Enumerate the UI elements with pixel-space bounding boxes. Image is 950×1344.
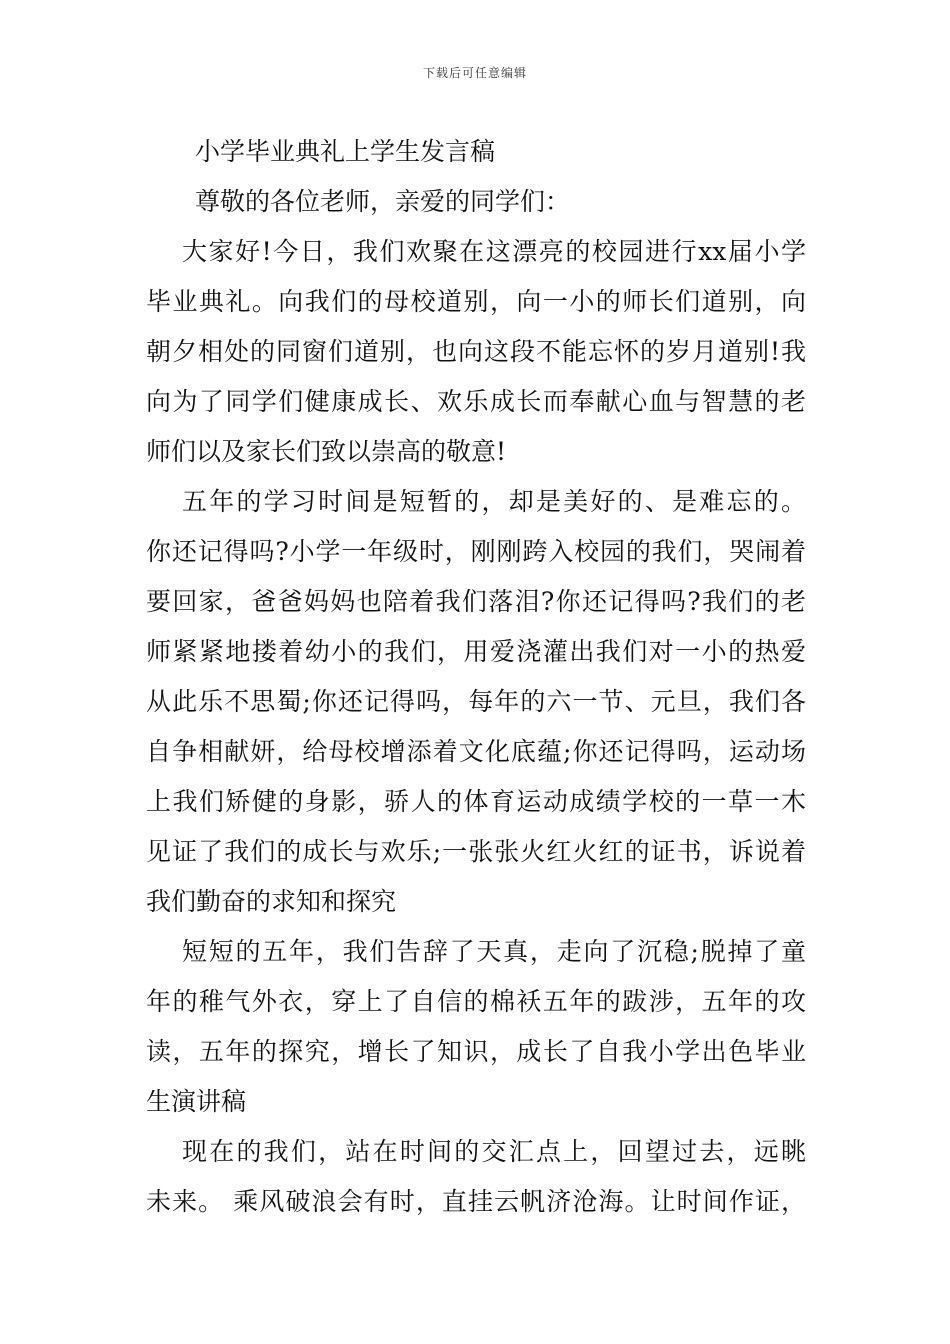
paragraph-line: 未来。 乘风破浪会有时，直挂云帆济沧海。让时间作证， [146, 1187, 806, 1216]
paragraph-line: 师们以及家长们致以崇高的敬意! [146, 437, 507, 466]
paragraph-line: 我们勤奋的求知和探究 [146, 887, 397, 916]
paragraph-line: 师紧紧地搂着幼小的我们，用爱浇灌出我们对一小的热爱 [146, 637, 806, 666]
paragraph-line: 见证了我们的成长与欢乐;一张张火红火红的证书，诉说着 [146, 837, 806, 866]
paragraph-line: 年的稚气外衣，穿上了自信的棉袄五年的跋涉，五年的攻 [146, 987, 806, 1016]
document-body [146, 127, 806, 1227]
paragraph-line: 自争相献妍，给母校增添着文化底蕴;你还记得吗，运动场 [146, 737, 806, 766]
paragraph-line: 你还记得吗?小学一年级时，刚刚跨入校园的我们，哭闹着 [146, 537, 806, 566]
paragraph-line: 大家好!今日，我们欢聚在这漂亮的校园进行xx届小学 [182, 237, 806, 266]
paragraph-line: 从此乐不思蜀;你还记得吗，每年的六一节、元旦，我们各 [146, 687, 806, 716]
paragraph-line: 要回家，爸爸妈妈也陪着我们落泪?你还记得吗?我们的老 [146, 587, 806, 616]
paragraph-3 [146, 927, 806, 1127]
paragraph-line: 现在的我们，站在时间的交汇点上，回望过去，远眺 [182, 1137, 806, 1166]
paragraph-line: 向为了同学们健康成长、欢乐成长而奉献心血与智慧的老 [146, 387, 806, 416]
salutation: 尊敬的各位老师，亲爱的同学们： [195, 187, 571, 216]
paragraph-1 [146, 227, 806, 477]
paragraph-line: 毕业典礼。向我们的母校道别，向一小的师长们道别，向 [146, 287, 806, 316]
document-title: 小学毕业典礼上学生发言稿 [195, 137, 496, 166]
header-note: 下载后可任意编辑 [422, 66, 527, 80]
paragraph-line: 读，五年的探究，增长了知识，成长了自我小学出色毕业 [146, 1037, 806, 1066]
paragraph-line: 短短的五年，我们告辞了天真，走向了沉稳;脱掉了童 [182, 937, 806, 966]
paragraph-line: 上我们矫健的身影，骄人的体育运动成绩学校的一草一木 [146, 787, 806, 816]
paragraph-line: 朝夕相处的同窗们道别，也向这段不能忘怀的岁月道别!我 [146, 337, 806, 366]
paragraph-2 [146, 477, 806, 927]
paragraph-4 [146, 1127, 806, 1227]
paragraph-line: 五年的学习时间是短暂的，却是美好的、是难忘的。 [182, 487, 806, 516]
paragraph-line: 生演讲稿 [146, 1087, 247, 1116]
